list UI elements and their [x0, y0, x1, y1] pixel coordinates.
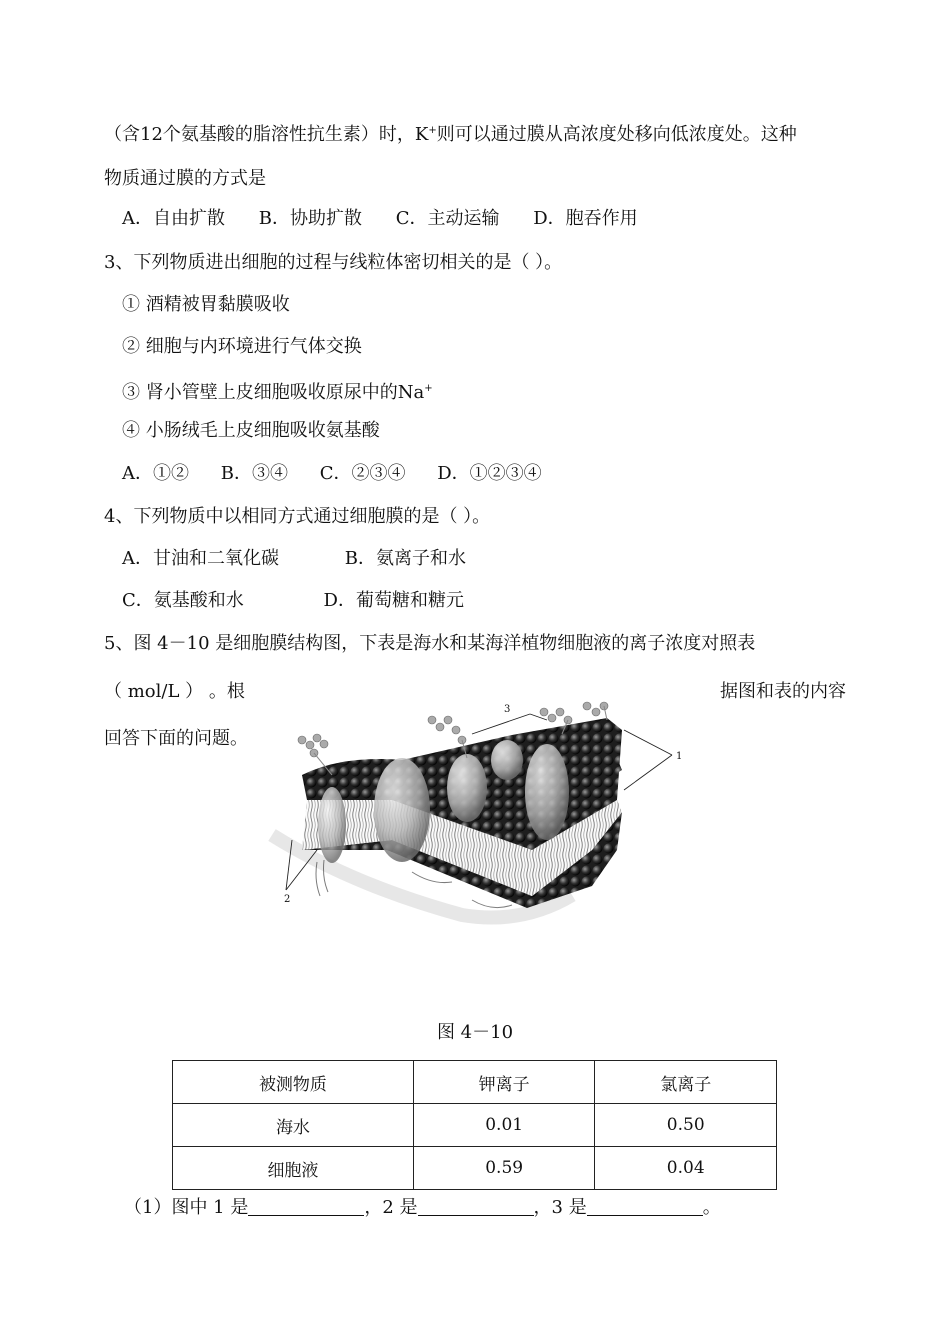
q5-stem-1: 5、图 4－10 是细胞膜结构图，下表是海水和某海洋植物细胞液的离子浓度对照表 — [104, 633, 756, 654]
q3-item-4: ④ 小肠绒毛上皮细胞吸收氨基酸 — [122, 420, 380, 441]
table-cell: 细胞液 — [173, 1147, 414, 1190]
q5-stem-2-left: （ mol/L ） 。根 — [104, 681, 245, 702]
q5-sub1 — [124, 1197, 721, 1219]
figure-label-1: 1 — [676, 751, 683, 762]
option-c[interactable]: C．氨基酸和水 — [122, 590, 244, 611]
table-header-row — [173, 1061, 777, 1104]
q3-item-1: ① 酒精被胃黏膜吸收 — [122, 294, 290, 315]
answer-blank-3[interactable] — [587, 1198, 703, 1216]
q3-item-2: ② 细胞与内环境进行气体交换 — [122, 336, 362, 357]
text-segment: （含 — [104, 124, 140, 145]
ion-concentration-table — [172, 1060, 777, 1190]
membrane-diagram — [262, 700, 692, 930]
option-b[interactable]: B．③④ — [220, 463, 288, 484]
ion-charge: + — [428, 125, 437, 136]
table-cell: 0.59 — [413, 1147, 595, 1190]
text-segment: 。 — [702, 1197, 721, 1218]
q3-options — [122, 463, 542, 485]
ion-symbol: K — [414, 124, 429, 145]
option-d[interactable]: D．胞吞作用 — [533, 208, 638, 229]
table-row — [173, 1104, 777, 1147]
option-d[interactable]: D．①②③④ — [437, 463, 542, 484]
figure-caption: 图 4－10 — [436, 1022, 514, 1043]
option-b[interactable]: B．氨离子和水 — [344, 548, 466, 569]
figure-label-3: 3 — [504, 704, 511, 715]
option-c[interactable]: C．主动运输 — [395, 208, 500, 229]
ion-symbol: Na — [397, 382, 425, 403]
answer-blank-1[interactable] — [248, 1198, 364, 1216]
intro-line-1 — [104, 120, 797, 146]
option-b[interactable]: B．协助扩散 — [258, 208, 362, 229]
figure-label-2: 2 — [284, 894, 291, 905]
text-segment: （1）图中 1 是 — [124, 1197, 249, 1218]
option-d[interactable]: D．葡萄糖和糖元 — [323, 590, 464, 611]
text-segment: 12 — [140, 124, 163, 145]
text-segment: ，3 是 — [533, 1197, 587, 1218]
cell-membrane-figure — [262, 700, 692, 930]
text-segment: 则可以通过膜从高浓度处移向低浓度处。这种 — [436, 124, 797, 145]
q3-item-3 — [122, 378, 433, 404]
option-a[interactable]: A．①② — [122, 463, 189, 484]
q4-options-row2 — [122, 590, 464, 612]
table-header-cell: 被测物质 — [173, 1061, 414, 1104]
intro-line-2: 物质通过膜的方式是 — [104, 168, 266, 189]
text-segment: 个氨基酸的脂溶性抗生素）时， — [162, 124, 415, 145]
option-c[interactable]: C．②③④ — [319, 463, 406, 484]
q4-options-row1 — [122, 548, 466, 570]
ion-charge: + — [424, 383, 433, 394]
option-a[interactable]: A．甘油和二氧化碳 — [122, 548, 279, 569]
table-row — [173, 1147, 777, 1190]
q5-stem-3: 回答下面的问题。 — [104, 728, 248, 749]
q3-stem: 3、下列物质进出细胞的过程与线粒体密切相关的是（ ）。 — [104, 252, 563, 273]
q5-stem-2-right: 据图和表的内容 — [720, 681, 846, 702]
text-segment: ③ 肾小管壁上皮细胞吸收原尿中的 — [122, 382, 398, 403]
table-cell: 海水 — [173, 1104, 414, 1147]
q4-stem: 4、下列物质中以相同方式通过细胞膜的是（ ）。 — [104, 506, 491, 527]
option-a[interactable]: A．自由扩散 — [122, 208, 225, 229]
table-cell: 0.50 — [595, 1104, 777, 1147]
answer-blank-2[interactable] — [418, 1198, 534, 1216]
q2-options — [122, 208, 638, 230]
table-header-cell: 钾离子 — [413, 1061, 595, 1104]
table-header-cell: 氯离子 — [595, 1061, 777, 1104]
text-segment: ，2 是 — [364, 1197, 418, 1218]
table-cell: 0.04 — [595, 1147, 777, 1190]
table-cell: 0.01 — [413, 1104, 595, 1147]
